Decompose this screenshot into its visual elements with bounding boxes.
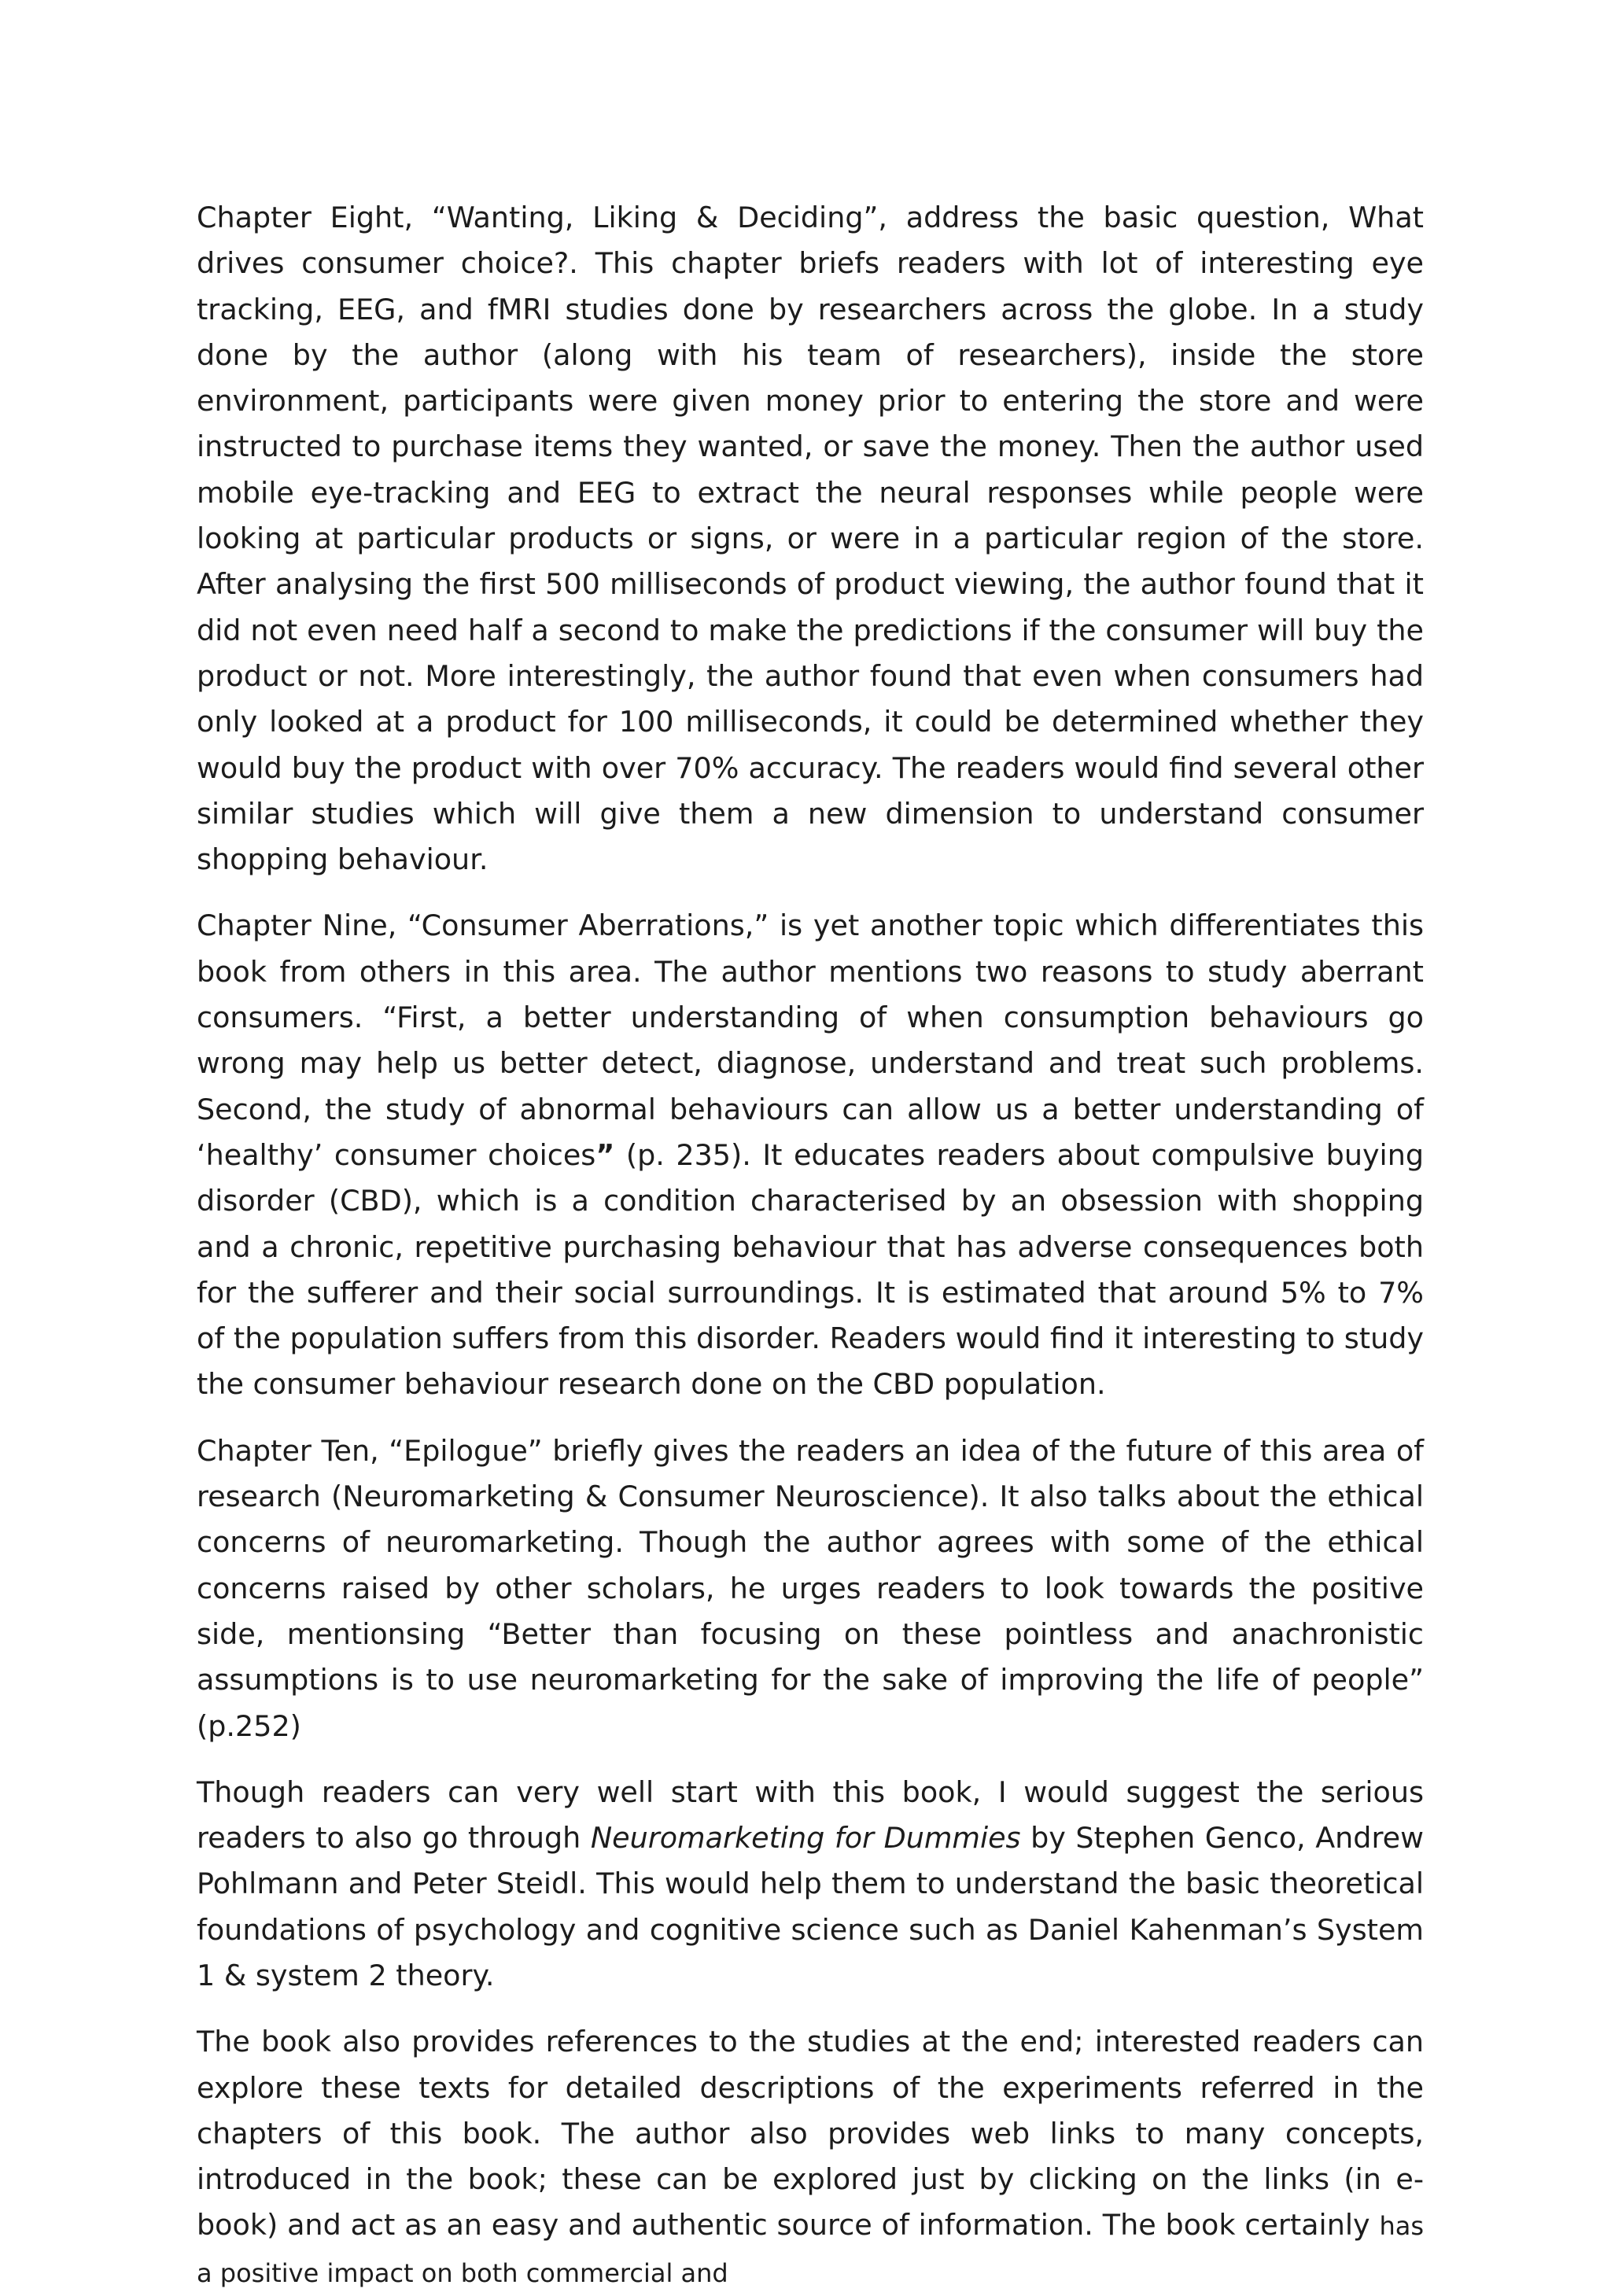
closing-quote-bold: ” — [595, 1137, 615, 1172]
paragraph-further-reading — [197, 1770, 1424, 1999]
further-reading-text-part-2: by Stephen Genco, Andrew Pohlmann and Peter Steidl. This would help them to understand the basic theoretical foundations of psychology and cognitive science such as Daniel Kahenman’s System 1 & system 2 theory. — [197, 1821, 1424, 1992]
further-reading-text-part-1: Though readers can very well start with this book, I would suggest the serious readers to also go through — [197, 1775, 1424, 1856]
book-title-italic: Neuromarketing for Dummies — [590, 1821, 1021, 1856]
paragraph-chapter-eight: Chapter Eight, “Wanting, Liking & Deciding”, address the basic question, What drives consumer choice?. This chapter briefs readers with lot of interesting eye tracking, EEG, and fMRI studies done by researchers across the globe. In a study done by the author (along with his team of researchers), inside the store environment, participants were given money prior to entering the store and were instructed to purchase items they wanted, or save the money. Then the author used mobile eye-tracking and EEG to extract the neural responses while people were looking at particular products or signs, or were in a particular region of the store. After analysing the first 500 milliseconds of product viewing, the author found that it did not even need half a second to make the predictions if the consumer will buy the product or not. More interestingly, the author found that even when consumers had only looked at a product for 100 milliseconds, it could be determined whether they would buy the product with over 70% accuracy. The readers would find several other similar studies which will give them a new dimension to understand consumer shopping behaviour. — [197, 201, 1424, 877]
references-text-smaller: has a positive impact on both commercial and — [197, 2211, 1424, 2288]
paragraph-references — [197, 2019, 1424, 2296]
references-text-part-1: The book also provides references to the studies at the end; interested readers can explore these texts for detailed descriptions of the experiments referred in the chapters of this book. The author also provides web links to many concepts, introduced in the book; these can be explored just by clicking on the links (in e-book) and act as an easy and authentic source of information. The book certainly — [197, 2025, 1424, 2243]
chapter-nine-text-part-1: Chapter Nine, “Consumer Aberrations,” is yet another topic which differentiates this book from others in this area. The author mentions two reasons to study aberrant consumers. “First, a better understanding of when consumption behaviours go wrong may help us better detect, diagnose, understand and treat such problems. Second, the study of abnormal behaviours can allow us a better understanding of ‘healthy’ consumer choices — [197, 908, 1424, 1172]
paragraph-chapter-nine — [197, 903, 1424, 1407]
paragraph-chapter-ten: Chapter Ten, “Epilogue” briefly gives the readers an idea of the future of this area of research (Neuromarketing & Consumer Neuroscience). It also talks about the ethical concerns of neuromarketing. Though the author agrees with some of the ethical concerns raised by other scholars, he urges readers to look towards the positive side, mentionsing “Better than focusing on these pointless and anachronistic assumptions is to use neuromarketing for the sake of improving the life of people” (p.252) — [197, 1433, 1424, 1743]
chapter-nine-text-part-2: (p. 235). It educates readers about compulsive buying disorder (CBD), which is a condition characterised by an obsession with shopping and a chronic, repetitive purchasing behaviour that has adverse consequences both for the sufferer and their social surroundings. It is estimated that around 5% to 7% of the population suffers from this disorder. Readers would find it interesting to study the consumer behaviour research done on the CBD population. — [197, 1137, 1424, 1402]
document-page — [197, 195, 1424, 2296]
